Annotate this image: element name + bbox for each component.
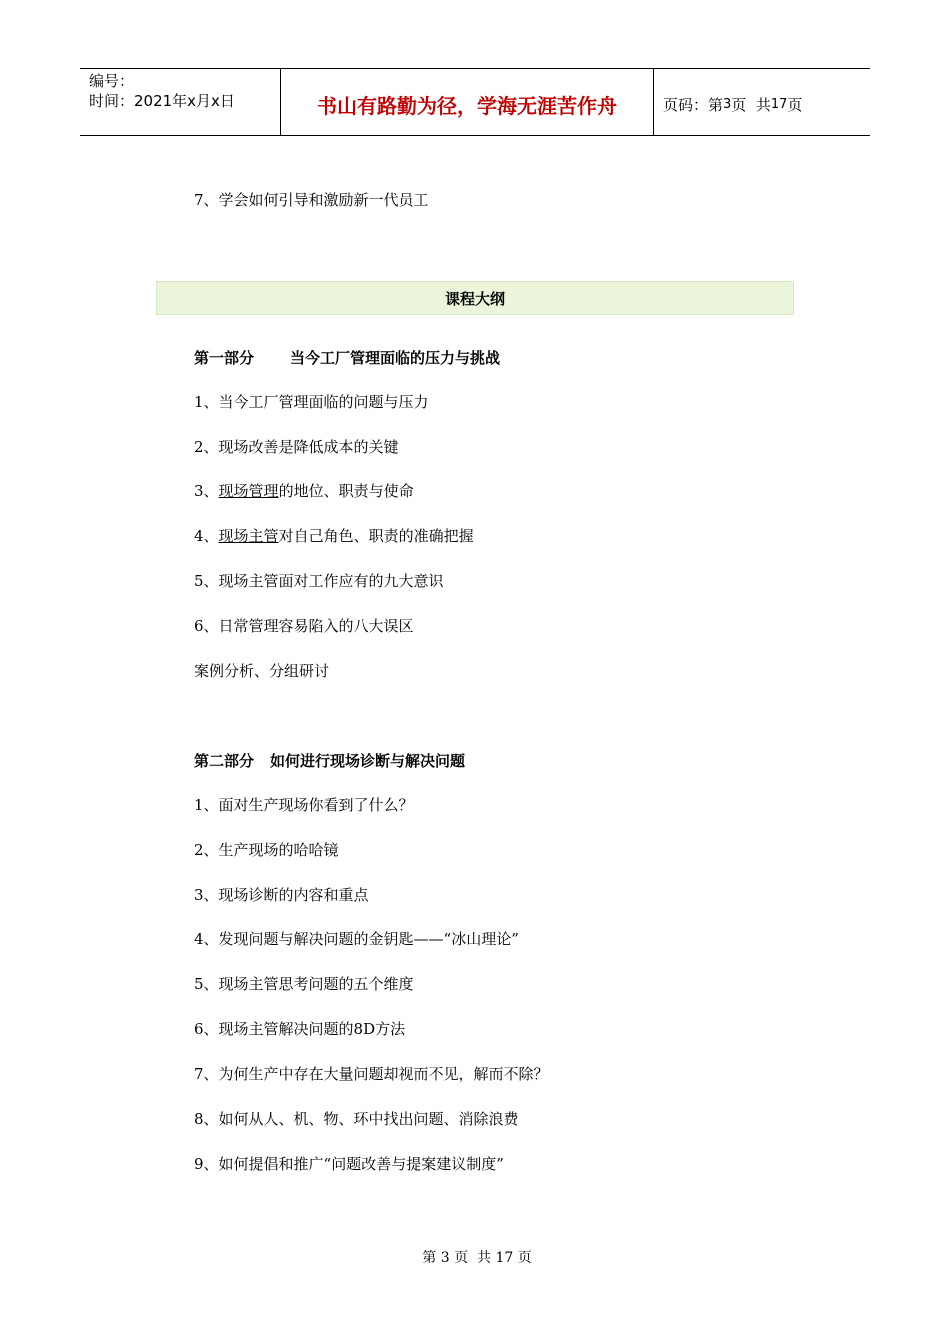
list-item-number: 6、 bbox=[194, 617, 219, 635]
part1-label: 第一部分 bbox=[194, 349, 255, 367]
list-item: 8、如何从人、机、物、环中找出问题、消除浪费 bbox=[194, 1110, 519, 1128]
list-item bbox=[194, 437, 399, 457]
list-item: 7、为何生产中存在大量问题却视而不见，解而不除？ bbox=[194, 1065, 549, 1083]
list-item-number: 1、 bbox=[194, 393, 219, 411]
page-footer bbox=[0, 1247, 950, 1267]
document-time-label: 时间：2021年x月x日 bbox=[89, 92, 235, 110]
list-item: 1、面对生产现场你看到了什么？ bbox=[194, 796, 414, 814]
list-item-text: 的地位、职责与使命 bbox=[278, 482, 414, 500]
list-item: 5、现场主管思考问题的五个维度 bbox=[194, 975, 414, 993]
part2-title: 如何进行现场诊断与解决问题 bbox=[270, 752, 466, 770]
part1-note: 案例分析、分组研讨 bbox=[194, 662, 330, 680]
list-item-text: 现场改善是降低成本的关键 bbox=[218, 438, 399, 456]
list-item-number: 4、 bbox=[194, 527, 219, 545]
header-table bbox=[80, 68, 870, 136]
header-page-total: 17 bbox=[770, 96, 788, 112]
footer-mid: 页 共 bbox=[454, 1250, 491, 1266]
list-item bbox=[194, 526, 474, 546]
list-item: 4、发现问题与解决问题的金钥匙——“冰山理论” bbox=[194, 930, 519, 948]
header-page-info bbox=[654, 69, 870, 135]
footer-prefix: 第 bbox=[422, 1250, 437, 1266]
list-item-text: 对自己角色、职责的准确把握 bbox=[278, 527, 474, 545]
part2-heading bbox=[194, 751, 465, 771]
part1-title: 当今工厂管理面临的压力与挑战 bbox=[290, 349, 501, 367]
header-page-mid: 页 共 bbox=[731, 95, 771, 114]
intro-item: 7、学会如何引导和激励新一代员工 bbox=[194, 191, 429, 209]
list-item: 6、现场主管解决问题的8D方法 bbox=[194, 1020, 406, 1038]
list-item: 3、现场诊断的内容和重点 bbox=[194, 886, 369, 904]
list-item: 9、如何提倡和推广“问题改善与提案建议制度” bbox=[194, 1155, 504, 1173]
footer-total: 17 bbox=[495, 1250, 514, 1266]
footer-current: 3 bbox=[440, 1250, 450, 1266]
footer-suffix: 页 bbox=[517, 1250, 532, 1266]
list-item-number: 2、 bbox=[194, 438, 219, 456]
list-item-link[interactable]: 现场管理 bbox=[218, 482, 279, 500]
header-motto: 书山有路勤为径，学海无涯苦作舟 bbox=[281, 69, 654, 135]
document-number-label: 编号： bbox=[89, 72, 135, 90]
list-item bbox=[194, 392, 429, 412]
list-item: 2、生产现场的哈哈镜 bbox=[194, 841, 339, 859]
outline-title: 课程大纲 bbox=[156, 281, 794, 315]
list-item-number: 3、 bbox=[194, 482, 219, 500]
list-item bbox=[194, 481, 414, 501]
list-item-number: 5、 bbox=[194, 572, 219, 590]
header-page-suffix: 页 bbox=[787, 95, 803, 114]
list-item bbox=[194, 616, 414, 636]
list-item-link[interactable]: 现场主管 bbox=[218, 527, 279, 545]
list-item-text: 日常管理容易陷入的八大误区 bbox=[218, 617, 414, 635]
part2-label: 第二部分 bbox=[194, 752, 255, 770]
header-page-prefix: 页码：第 bbox=[663, 95, 724, 114]
list-item bbox=[194, 571, 444, 591]
list-item-text: 当今工厂管理面临的问题与压力 bbox=[218, 393, 429, 411]
header-meta-cell bbox=[80, 69, 281, 135]
list-item-text: 现场主管面对工作应有的九大意识 bbox=[218, 572, 444, 590]
part1-heading bbox=[194, 348, 500, 368]
header-page-current: 3 bbox=[723, 96, 732, 112]
